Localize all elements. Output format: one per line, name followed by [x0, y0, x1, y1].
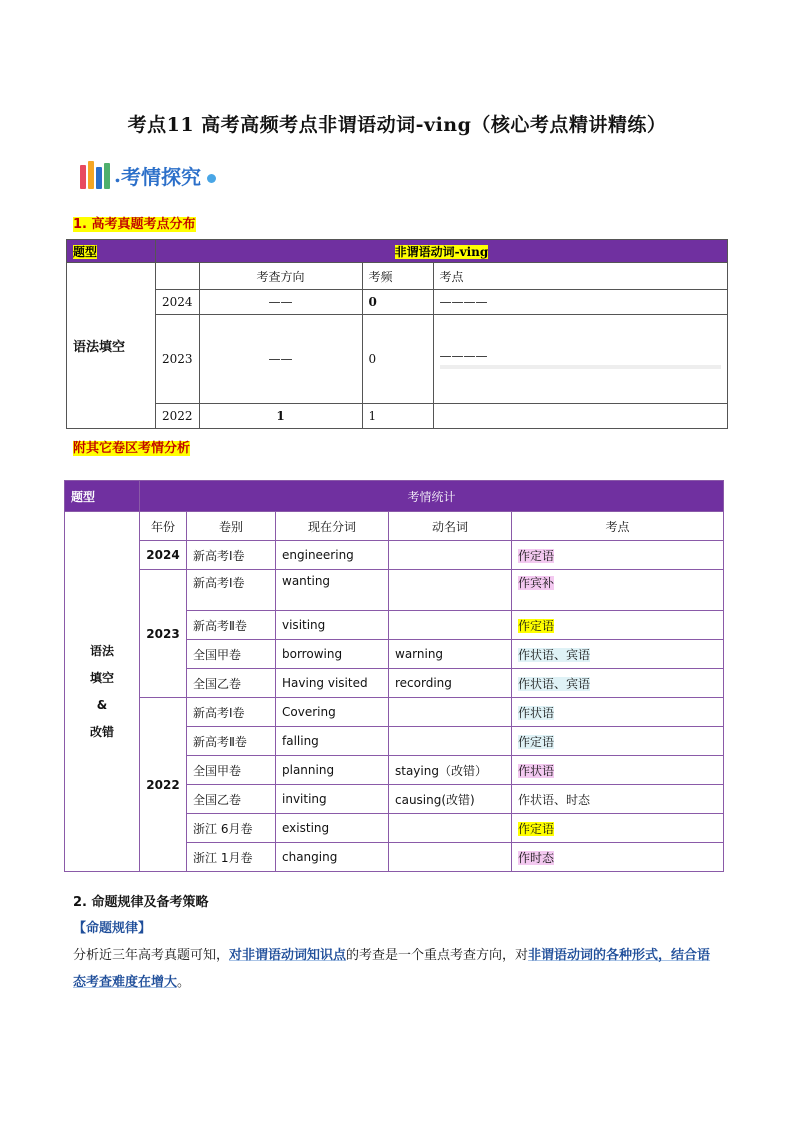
year-cell: 2022 — [156, 404, 200, 429]
freq-cell: 0 — [362, 315, 433, 404]
section-banner — [80, 158, 216, 192]
participle-cell: existing — [276, 814, 389, 843]
exam-distribution-table — [66, 239, 728, 429]
paper-cell: 新高考Ⅱ卷 — [187, 727, 276, 756]
section3-heading: 2. 命题规律及备考策略 — [73, 895, 209, 910]
point-cell: 作状语、时态 — [512, 785, 724, 814]
direction-cell: 1 — [199, 404, 362, 429]
point-cell: ———— — [433, 290, 727, 315]
analysis-paragraph: 分析近三年高考真题可知，对非谓语动词知识点的考查是一个重点考查方向，对非谓语动词的各种形式，结合语态考查难度在增大。 — [73, 948, 711, 990]
freq-cell: 1 — [362, 404, 433, 429]
participle-cell: borrowing — [276, 640, 389, 669]
sub-header-direction: 考查方向 — [199, 263, 362, 290]
gerund-cell — [389, 727, 512, 756]
point-cell — [433, 404, 727, 429]
point-cell: 作状语、宾语 — [512, 640, 724, 669]
gerund-cell: staying（改错） — [389, 756, 512, 785]
col-topic-header: 非谓语动词-ving — [156, 240, 728, 263]
table-row — [65, 570, 724, 611]
direction-cell: —— — [199, 290, 362, 315]
paper-cell: 新高考Ⅰ卷 — [187, 698, 276, 727]
participle-cell: changing — [276, 843, 389, 872]
row-label: 语法填空 — [67, 263, 156, 429]
sub-header-freq: 考频 — [362, 263, 433, 290]
paper-cell: 全国乙卷 — [187, 785, 276, 814]
sub-header-point: 考点 — [433, 263, 727, 290]
point-cell: 作状语、宾语 — [512, 669, 724, 698]
participle-cell: Having visited — [276, 669, 389, 698]
table-row — [65, 541, 724, 570]
header-year: 年份 — [140, 512, 187, 541]
row-label: 语法 填空 & 改错 — [65, 512, 140, 872]
paper-cell: 全国甲卷 — [187, 756, 276, 785]
participle-cell: visiting — [276, 611, 389, 640]
point-cell: 作宾补 — [512, 570, 724, 611]
header-paper: 卷别 — [187, 512, 276, 541]
gerund-cell — [389, 843, 512, 872]
gerund-cell — [389, 541, 512, 570]
header-gerund: 动名词 — [389, 512, 512, 541]
gerund-cell — [389, 698, 512, 727]
point-cell: ———— — [433, 315, 727, 404]
year-cell: 2024 — [140, 541, 187, 570]
paper-cell: 新高考Ⅰ卷 — [187, 570, 276, 611]
year-cell: 2023 — [156, 315, 200, 404]
paper-cell: 新高考Ⅰ卷 — [187, 541, 276, 570]
col-type-header: 题型 — [67, 240, 156, 263]
participle-cell: Covering — [276, 698, 389, 727]
header-participle: 现在分词 — [276, 512, 389, 541]
year-cell: 2024 — [156, 290, 200, 315]
participle-cell: falling — [276, 727, 389, 756]
year-cell-2022: 2022 — [140, 698, 187, 872]
banner-text: 考情探究 — [120, 164, 201, 189]
participle-cell: planning — [276, 756, 389, 785]
point-cell: 作定语 — [512, 814, 724, 843]
section3-subheading: 【命题规律】 — [73, 921, 152, 936]
paper-cell: 浙江 1月卷 — [187, 843, 276, 872]
year-cell-2023: 2023 — [140, 570, 187, 698]
books-icon — [80, 161, 110, 189]
gerund-cell — [389, 611, 512, 640]
gerund-cell — [389, 570, 512, 611]
point-cell: 作时态 — [512, 843, 724, 872]
section1-heading: 1. 高考真题考点分布 — [73, 217, 196, 232]
participle-cell: wanting — [276, 570, 389, 611]
col-stats-header: 考情统计 — [140, 481, 724, 512]
point-cell: 作定语 — [512, 727, 724, 756]
gerund-cell: warning — [389, 640, 512, 669]
paper-cell: 全国乙卷 — [187, 669, 276, 698]
direction-cell: —— — [199, 315, 362, 404]
banner-dot-icon — [207, 174, 216, 183]
gerund-cell — [389, 814, 512, 843]
banner-period-icon: . — [114, 163, 121, 187]
point-cell: 作状语 — [512, 756, 724, 785]
other-papers-table — [64, 480, 724, 872]
point-cell: 作状语 — [512, 698, 724, 727]
gerund-cell: recording — [389, 669, 512, 698]
section2-heading: 附其它卷区考情分析 — [73, 441, 191, 456]
header-point: 考点 — [512, 512, 724, 541]
participle-cell: inviting — [276, 785, 389, 814]
freq-cell: 0 — [362, 290, 433, 315]
paper-cell: 新高考Ⅱ卷 — [187, 611, 276, 640]
point-cell: 作定语 — [512, 611, 724, 640]
col-type-header: 题型 — [65, 481, 140, 512]
participle-cell: engineering — [276, 541, 389, 570]
gerund-cell: causing(改错) — [389, 785, 512, 814]
point-cell: 作定语 — [512, 541, 724, 570]
paper-cell: 全国甲卷 — [187, 640, 276, 669]
table-row — [65, 698, 724, 727]
paper-cell: 浙江 6月卷 — [187, 814, 276, 843]
year-header-cell — [156, 263, 200, 290]
page-title: 考点11 高考高频考点非谓语动词-ving（核心考点精讲精练） — [127, 114, 667, 136]
